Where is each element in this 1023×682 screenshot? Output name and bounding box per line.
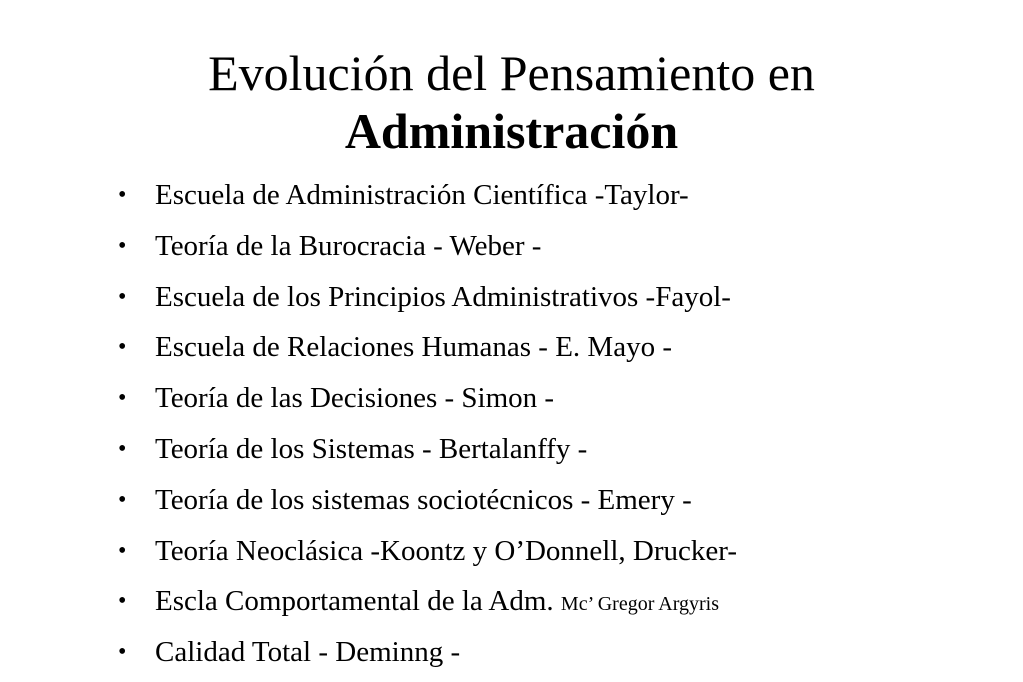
bullet-item (118, 426, 737, 477)
bullet-small-text: Mc’ Gregor Argyris (560, 593, 720, 616)
bullet-item (118, 172, 737, 223)
title-line-2: Administración (344, 103, 679, 159)
bullet-text: Teoría de la Burocracia - Weber - (155, 229, 542, 262)
bullet-text: Teoría de los Sistemas - Bertalanffy - (155, 432, 588, 465)
bullet-item (118, 528, 737, 579)
bullet-item (118, 375, 737, 426)
bullet-text: Escuela de Relaciones Humanas - E. Mayo - (155, 331, 672, 364)
bullet-icon: • (118, 639, 127, 666)
bullet-item (118, 274, 737, 325)
bullet-icon: • (118, 588, 127, 615)
bullet-icon: • (118, 334, 127, 361)
bullet-text: Teoría Neoclásica -Koontz y O’Donnell, Drucker- (155, 534, 737, 567)
bullet-item (118, 477, 737, 528)
bullet-text: Escla Comportamental de la Adm. (155, 585, 554, 618)
bullet-text: Escuela de los Principios Administrativos -Fayol- (155, 280, 731, 313)
bullet-item (118, 223, 737, 274)
bullet-list (118, 172, 737, 680)
bullet-icon: • (118, 182, 127, 208)
bullet-text: Escuela de Administración Científica -Taylor- (155, 179, 689, 211)
bullet-icon: • (118, 435, 127, 462)
bullet-icon: • (118, 486, 127, 513)
bullet-text: Calidad Total - Deminng - (155, 636, 461, 669)
bullet-icon: • (118, 283, 127, 310)
bullet-text: Teoría de las Decisiones - Simon - (155, 382, 555, 415)
bullet-icon: • (118, 232, 127, 259)
bullet-item (118, 578, 737, 629)
bullet-item (118, 629, 737, 680)
bullet-icon: • (118, 385, 127, 412)
title-line-1: Evolución del Pensamiento en (208, 45, 815, 101)
bullet-icon: • (118, 537, 127, 564)
bullet-text: Teoría de los sistemas sociotécnicos - Emery - (155, 483, 692, 516)
slide-title (0, 44, 1023, 160)
bullet-item (118, 324, 737, 375)
